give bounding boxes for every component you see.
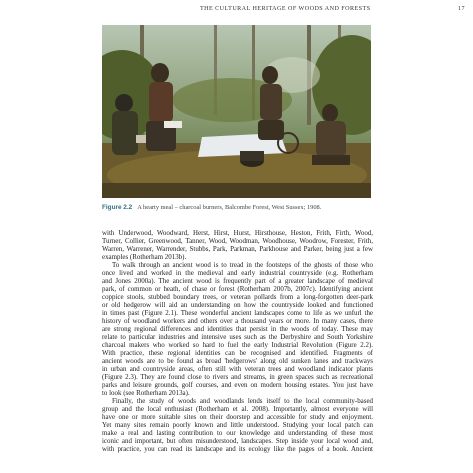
text-line: and Jones 2000a). The ancient wood is frequently part of a greater landscape of medieval <box>102 277 373 286</box>
text-line: Finally, the study of woods and woodlands lends itself to the local community-based <box>112 397 373 406</box>
text-line: park, of common or heath, of chase or forest (Rotherham 2007b, 2007c). Identifying ancient <box>102 285 373 294</box>
text-line: in urban and countryside areas, often still with veteran trees and woodland indicator plants <box>102 365 373 374</box>
text-line: with Underwood, Woodward, Herst, Hirst, Hurst, Hirsthouse, Heston, Frith, Firth, Wood, <box>102 229 373 237</box>
text-line: (Figure 2.3). They are found close to rivers and streams, in green spaces such as recreational <box>102 373 373 382</box>
text-line: ancient woods are to be found as broad 'hedgerows' along old sunken lanes and trackways <box>102 357 373 366</box>
text-line: parks and leisure grounds, golf courses, and even on modern housing estates. You just have <box>102 381 373 390</box>
text-line: once lived and worked in the medieval and early industrial countryside (e.g. Rotherham <box>102 269 373 278</box>
text-line: To walk through an ancient wood is to tread in the footsteps of the ghosts of those who <box>112 261 373 270</box>
text-line: have one or more suitable sites on their doorstep and accessible for study and enjoyment. <box>102 413 373 422</box>
body-text <box>102 229 373 453</box>
text-line: are strong regional differences and identities that persist in the woods of today. These may <box>102 325 373 334</box>
charcoal-burners-photo <box>102 25 371 198</box>
figure-caption <box>102 204 402 211</box>
page-number: 17 <box>458 6 465 12</box>
running-head-title: THE CULTURAL HERITAGE OF WOODS AND FORESTS <box>200 6 371 12</box>
text-line: With practice, these regional identities can be recognised and identified. Fragments of <box>102 349 373 358</box>
text-line: examples (Rotherham 2013b). <box>102 253 187 262</box>
text-line: Turner, Collier, Greenwood, Tanner, Wood, Woodman, Woodhouse, Woodrow, Forester, Frith, <box>102 237 373 246</box>
text-line: relate to particular industries and intensive uses such as the Derbyshire and South Yorkshire <box>102 333 373 342</box>
text-line: iconic and important, but often misunderstood, landscapes. Step inside your local wood and, <box>102 437 373 446</box>
running-head <box>200 6 465 18</box>
text-line: with practice, you can read its landscape and its ecology like the pages of a book. Ancient <box>102 445 373 454</box>
figure-caption-text: A hearty meal – charcoal burners, Balcombe Forest, West Sussex; 1908. <box>137 204 322 211</box>
text-line: to look (see Rotherham 2013a). <box>102 389 190 398</box>
text-line: history of woodland workers and others over a thousand years or more. In many cases, there <box>102 317 373 326</box>
text-line: or old hedgerow will aid an understanding on how the countryside looked and functioned <box>102 301 373 310</box>
text-line: Warren, Warrener, Warrender, Stubbs, Park, Parkman, Parkhouse and Parker, being just a few <box>102 245 373 254</box>
text-line: in times past (Figure 2.1). These wonderful ancient landscapes come to life as we unfurl the <box>102 309 373 318</box>
figure-label: Figure 2.2 <box>102 204 133 211</box>
text-line: Yet many sites remain poorly known and little understood. Studying your local patch can <box>102 421 373 430</box>
text-line: group and the local enthusiast (Rotherham et al. 2008). Importantly, almost everyone will <box>102 405 373 414</box>
text-line: charcoal makers who worked so hard to fuel the early Industrial Revolution (Figure 2.2). <box>102 341 373 350</box>
figure-photo <box>102 25 371 198</box>
text-line: make a real and lasting contribution to our knowledge and understanding of these most <box>102 429 373 438</box>
text-line: coppice stools, stubbed boundary trees, or veteran pollards from a long-forgotten deer-park <box>102 293 373 302</box>
